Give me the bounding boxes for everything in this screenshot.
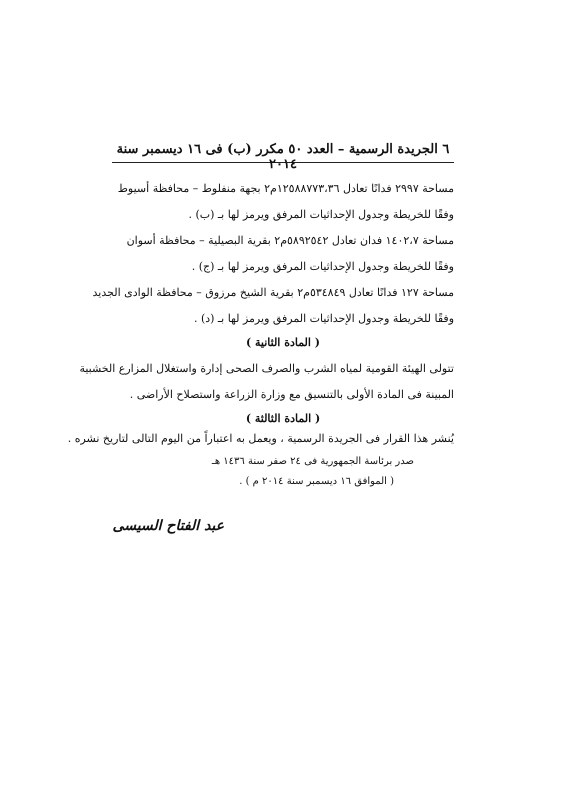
issued-line: صدر برئاسة الجمهورية فى ٢٤ صفر سنة ١٤٣٦ هـ [211,456,414,467]
paragraph-line: يُنشر هذا القرار فى الجريدة الرسمية ، ويعمل به اعتباراً من اليوم التالى لتاريخ نشره . [67,432,454,445]
paragraph-line: مساحة ٢٩٩٧ فدانًا تعادل ١٢٥٨٨٧٧٣،٣٦م٢ بجهة منفلوط – محافظة أسيوط [117,182,454,195]
paragraph-line: وفقًا للخريطة وجدول الإحداثيات المرفق ويرمز لها بـ (ب) . [188,208,454,221]
page-header: ٦ الجريدة الرسمية – العدد ٥٠ مكرر (ب) فى ١٦ ديسمبر سنة ٢٠١٤ [112,142,454,163]
article-3-title: ( المادة الثالثة ) [245,412,321,425]
paragraph-line: وفقًا للخريطة وجدول الإحداثيات المرفق ويرمز لها بـ (د) . [193,312,454,325]
paragraph-line: المبينة فى المادة الأولى بالتنسيق مع وزارة الزراعة واستصلاح الأراضى . [129,388,454,401]
signature: عبد الفتاح السيسى [112,518,224,534]
paragraph-line: مساحة ١٢٧ فدانًا تعادل ٥٣٤٨٤٩م٢ بقرية الشيخ مرزوق – محافظة الوادى الجديد [92,286,454,299]
issued-date-line: ( الموافق ١٦ ديسمبر سنة ٢٠١٤ م ) . [239,476,394,487]
paragraph-line: مساحة ١٤٠٢،٧ فدان تعادل ٥٨٩٢٥٤٢م٢ بقرية البصيلية – محافظة أسوان [126,234,454,247]
paragraph-line: وفقًا للخريطة وجدول الإحداثيات المرفق ويرمز لها بـ (ج) . [191,260,454,273]
article-2-title: ( المادة الثانية ) [245,336,321,349]
paragraph-line: تتولى الهيئة القومية لمياه الشرب والصرف الصحى إدارة واستغلال المزارع الخشبية [79,362,454,375]
